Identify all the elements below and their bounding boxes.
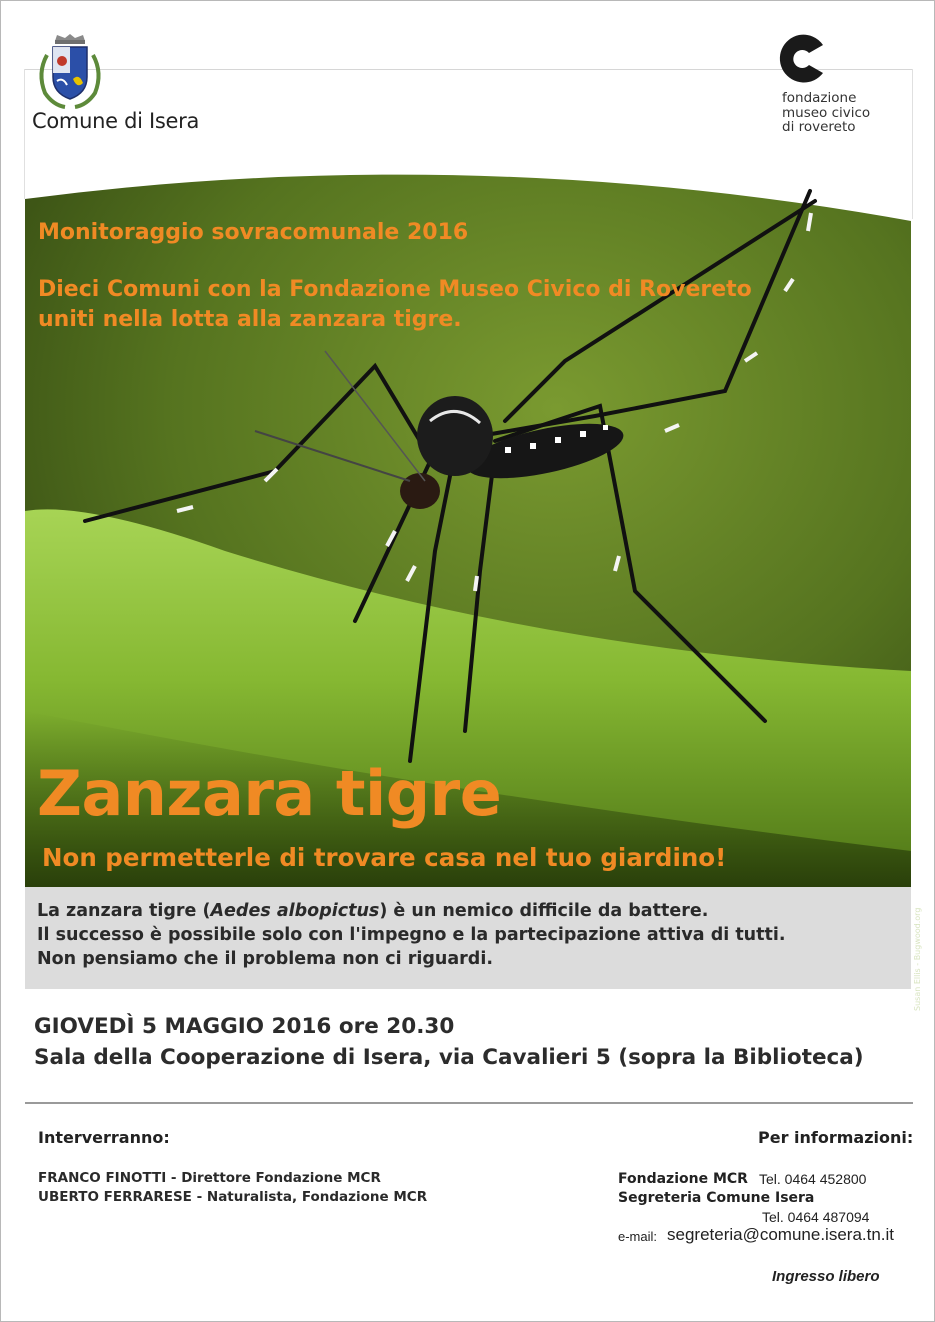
info-phone-comune: Tel. 0464 487094 [762,1209,870,1225]
free-entry-note: Ingresso libero [772,1268,880,1285]
email-label: e-mail: [618,1229,658,1244]
speaker-item: UBERTO FERRARESE - Naturalista, Fondazione MCR [38,1189,428,1205]
right-rule [912,69,913,219]
foundation-line: fondazione [782,90,857,106]
foundation-line: museo civico [782,104,871,121]
notice-line: Il successo è possibile solo con l'impegno e la partecipazione attiva di tutti. [37,925,786,945]
speaker-item: FRANCO FINOTTI - Direttore Fondazione MCR [38,1170,381,1186]
photo-credit: Susan Ellis - Bugwood.org [913,907,922,1011]
info-org-comune: Segreteria Comune Isera [618,1190,815,1206]
poster-title: Zanzara tigre [37,757,502,830]
info-org-mcr: Fondazione MCR [618,1171,748,1187]
speakers-heading: Interverranno: [38,1128,170,1147]
info-heading: Per informazioni: [758,1128,914,1147]
section-divider [25,1102,913,1104]
subheading: Monitoraggio sovracomunale 2016 [38,220,469,245]
foundation-line: di rovereto [782,119,856,135]
event-details [34,1011,864,1073]
notice-band [25,887,911,989]
isera-coat-of-arms-icon [35,33,105,109]
notice-line: Non pensiamo che il problema non ci riguardi. [37,949,493,969]
notice-text [37,899,786,971]
mcr-foundation-logo-icon [773,33,825,85]
intro-text [38,275,752,335]
email-link[interactable]: segreteria@comune.isera.tn.it [667,1225,895,1244]
notice-fragment: ) è un nemico difficile da battere. [379,901,709,921]
species-name: Aedes albopictus [210,901,380,921]
tagline: Non permetterle di trovare casa nel tuo giardino! [42,843,727,872]
intro-line: Dieci Comuni con la Fondazione Museo Civico di Rovereto [38,277,752,302]
intro-line: uniti nella lotta alla zanzara tigre. [38,307,462,332]
info-phone-mcr: Tel. 0464 452800 [759,1171,867,1187]
municipality-name: Comune di Isera [32,109,200,133]
event-date: GIOVEDÌ 5 MAGGIO 2016 ore 20.30 [34,1014,455,1039]
notice-fragment: La zanzara tigre ( [37,901,211,921]
notice-line [37,899,786,923]
event-venue: Sala della Cooperazione di Isera, via Cavalieri 5 (sopra la Biblioteca) [34,1045,864,1070]
foundation-name [782,91,870,135]
